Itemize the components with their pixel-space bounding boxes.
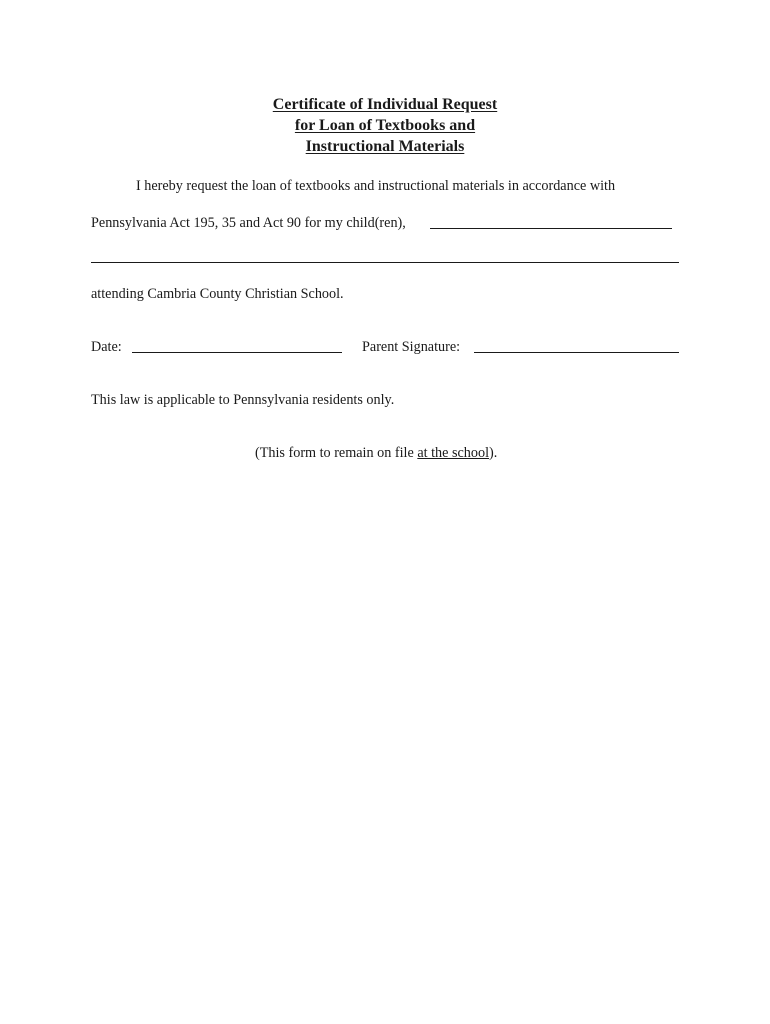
- document-title: [0, 94, 770, 157]
- signature-label: Parent Signature:: [362, 339, 461, 355]
- file-note-prefix: (This form to remain on file: [255, 445, 418, 461]
- attending-text: attending Cambria County Christian School.: [91, 286, 344, 302]
- act-text: Pennsylvania Act 195, 35 and Act 90 for my child(ren),: [91, 215, 406, 231]
- child-name-field-continued[interactable]: [91, 262, 679, 263]
- title-line-3: Instructional Materials: [305, 138, 465, 155]
- title-line-1: Certificate of Individual Request: [272, 96, 498, 113]
- file-note-suffix: ).: [489, 445, 498, 461]
- title-line-2: for Loan of Textbooks and: [294, 117, 476, 134]
- child-name-field[interactable]: [430, 228, 672, 229]
- file-note: [255, 444, 497, 462]
- request-text: I hereby request the loan of textbooks and instructional materials in accordance with: [136, 178, 616, 194]
- parent-signature-field[interactable]: [474, 352, 679, 353]
- law-note: This law is applicable to Pennsylvania residents only.: [91, 392, 395, 408]
- date-label: Date:: [91, 339, 122, 355]
- file-note-underlined: at the school: [417, 445, 490, 461]
- date-field[interactable]: [132, 352, 342, 353]
